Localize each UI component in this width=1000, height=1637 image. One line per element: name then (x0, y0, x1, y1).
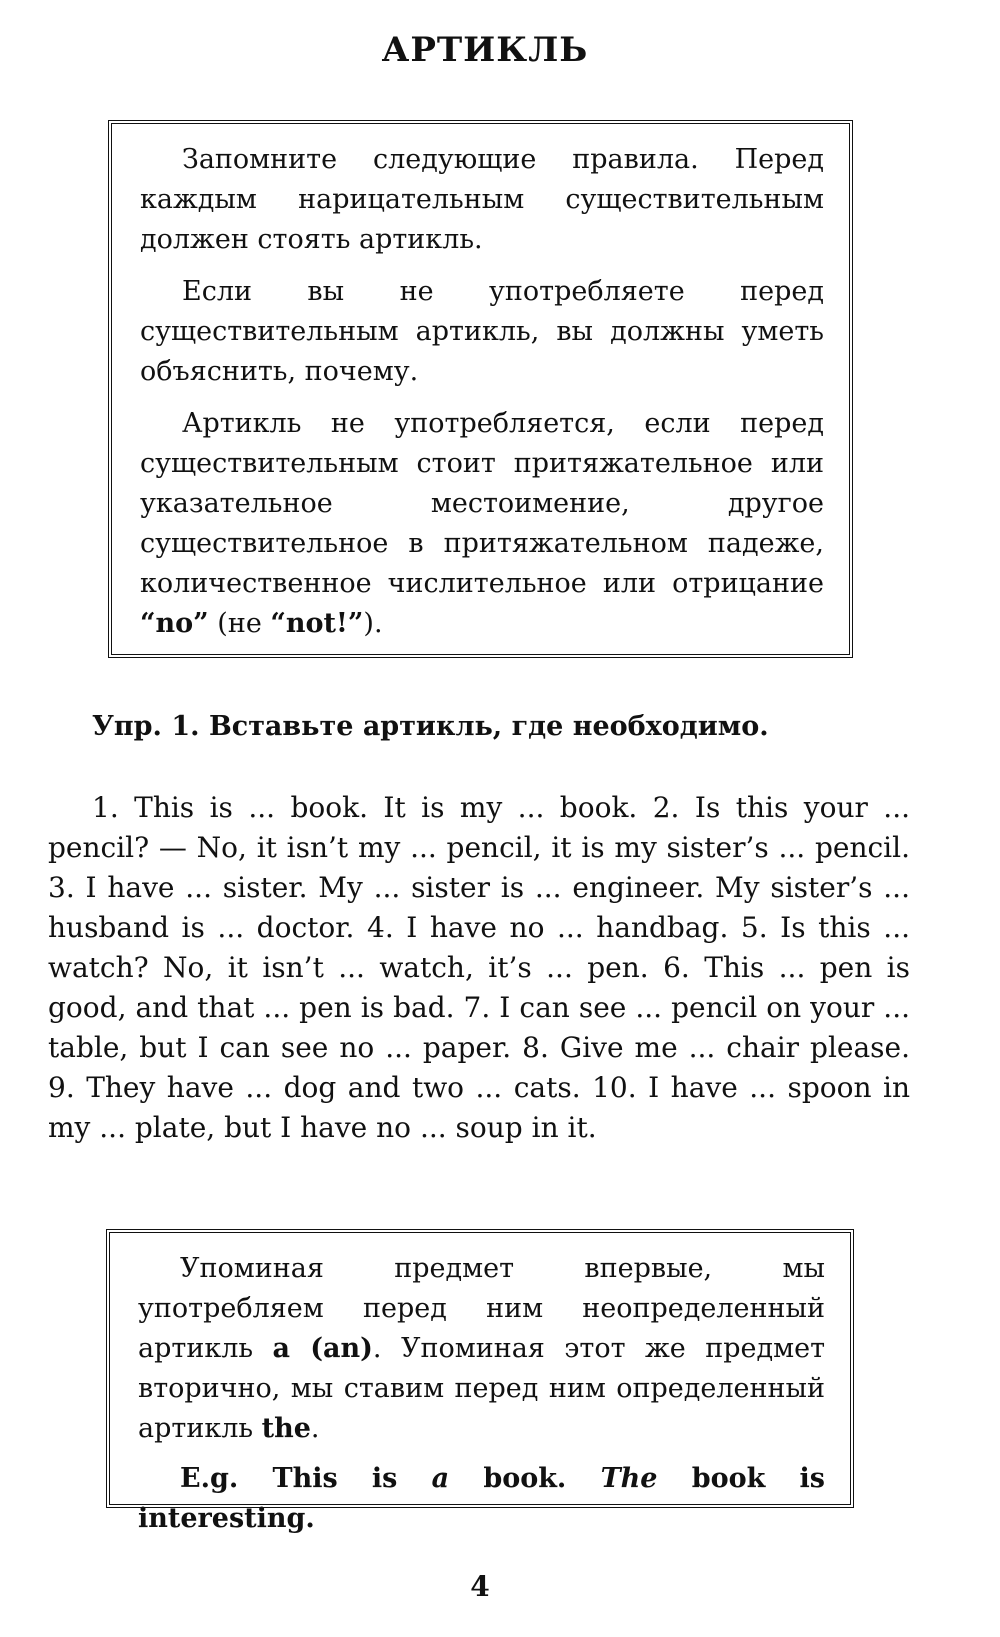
rule-2-text-b: . Упоминая этот же предмет вторично, мы ставим перед ним определенный артикль (138, 1333, 826, 1444)
rules-box-definite-indefinite (106, 1229, 854, 1534)
rule-paragraph-1: Запомните следующие правила. Перед каждым нарицательным существительным должен стоять артикль. (140, 144, 824, 255)
example-prefix: E.g. This is (180, 1463, 432, 1494)
rule-2-text-c: . (310, 1413, 320, 1444)
rule-paragraph-3 (140, 404, 824, 644)
page-number: 4 (470, 1570, 490, 1603)
rule-paragraph-3-middle: (не (208, 608, 271, 639)
example-the: The (600, 1463, 658, 1494)
example-a: a (431, 1463, 450, 1494)
rule-paragraph-3-end: ). (363, 608, 383, 639)
rule-paragraph-2: Если вы не употребляете перед существительным артикль, вы должны уметь объяснить, почему. (140, 276, 824, 387)
exercise-1-heading: Упр. 1. Вставьте артикль, где необходимо. (92, 711, 769, 742)
example-middle: book. (449, 1463, 601, 1494)
article-the: the (261, 1413, 311, 1444)
page-title: АРТИКЛЬ (381, 30, 589, 70)
rule-2-paragraph-1 (138, 1249, 825, 1449)
rules-box-articles (108, 120, 853, 658)
quote-not: “not!” (270, 608, 364, 639)
rule-2-example (138, 1459, 825, 1539)
exercise-1-text: 1. This is ... book. It is my ... book. 2. Is this your ... pencil? — No, it isn’t my ... pencil, it is my sister’s ... pencil. 3. I have ... sister. My ... sister is ... engineer. My sister’s ... husband is ... doctor. 4. I have no ... handbag. 5. Is this ... watch? No, it isn’t ... watch, it’s ... pen. 6. This ... pen is good, and that ... pen is bad. 7. I can see ... pencil on your ... table, but I can see no ... paper. 8. Give me ... chair please. 9. They have ... dog and two ... cats. 10. I have ... spoon in my ... plate, but I have no ... soup in it. (48, 791, 910, 1144)
rule-2-text-a: Упоминая предмет впервые, мы употребляем перед ним неопределенный артикль (138, 1253, 825, 1364)
example-end: book is interesting. (138, 1463, 825, 1534)
rule-paragraph-3-text: Артикль не употребляется, если перед существительным стоит притяжательное или указательное местоимение, другое существительное в притяжательном падеже, количественное числительное или отрицание (140, 408, 824, 599)
quote-no: “no” (140, 608, 209, 639)
article-a-an: a (an) (272, 1333, 373, 1364)
